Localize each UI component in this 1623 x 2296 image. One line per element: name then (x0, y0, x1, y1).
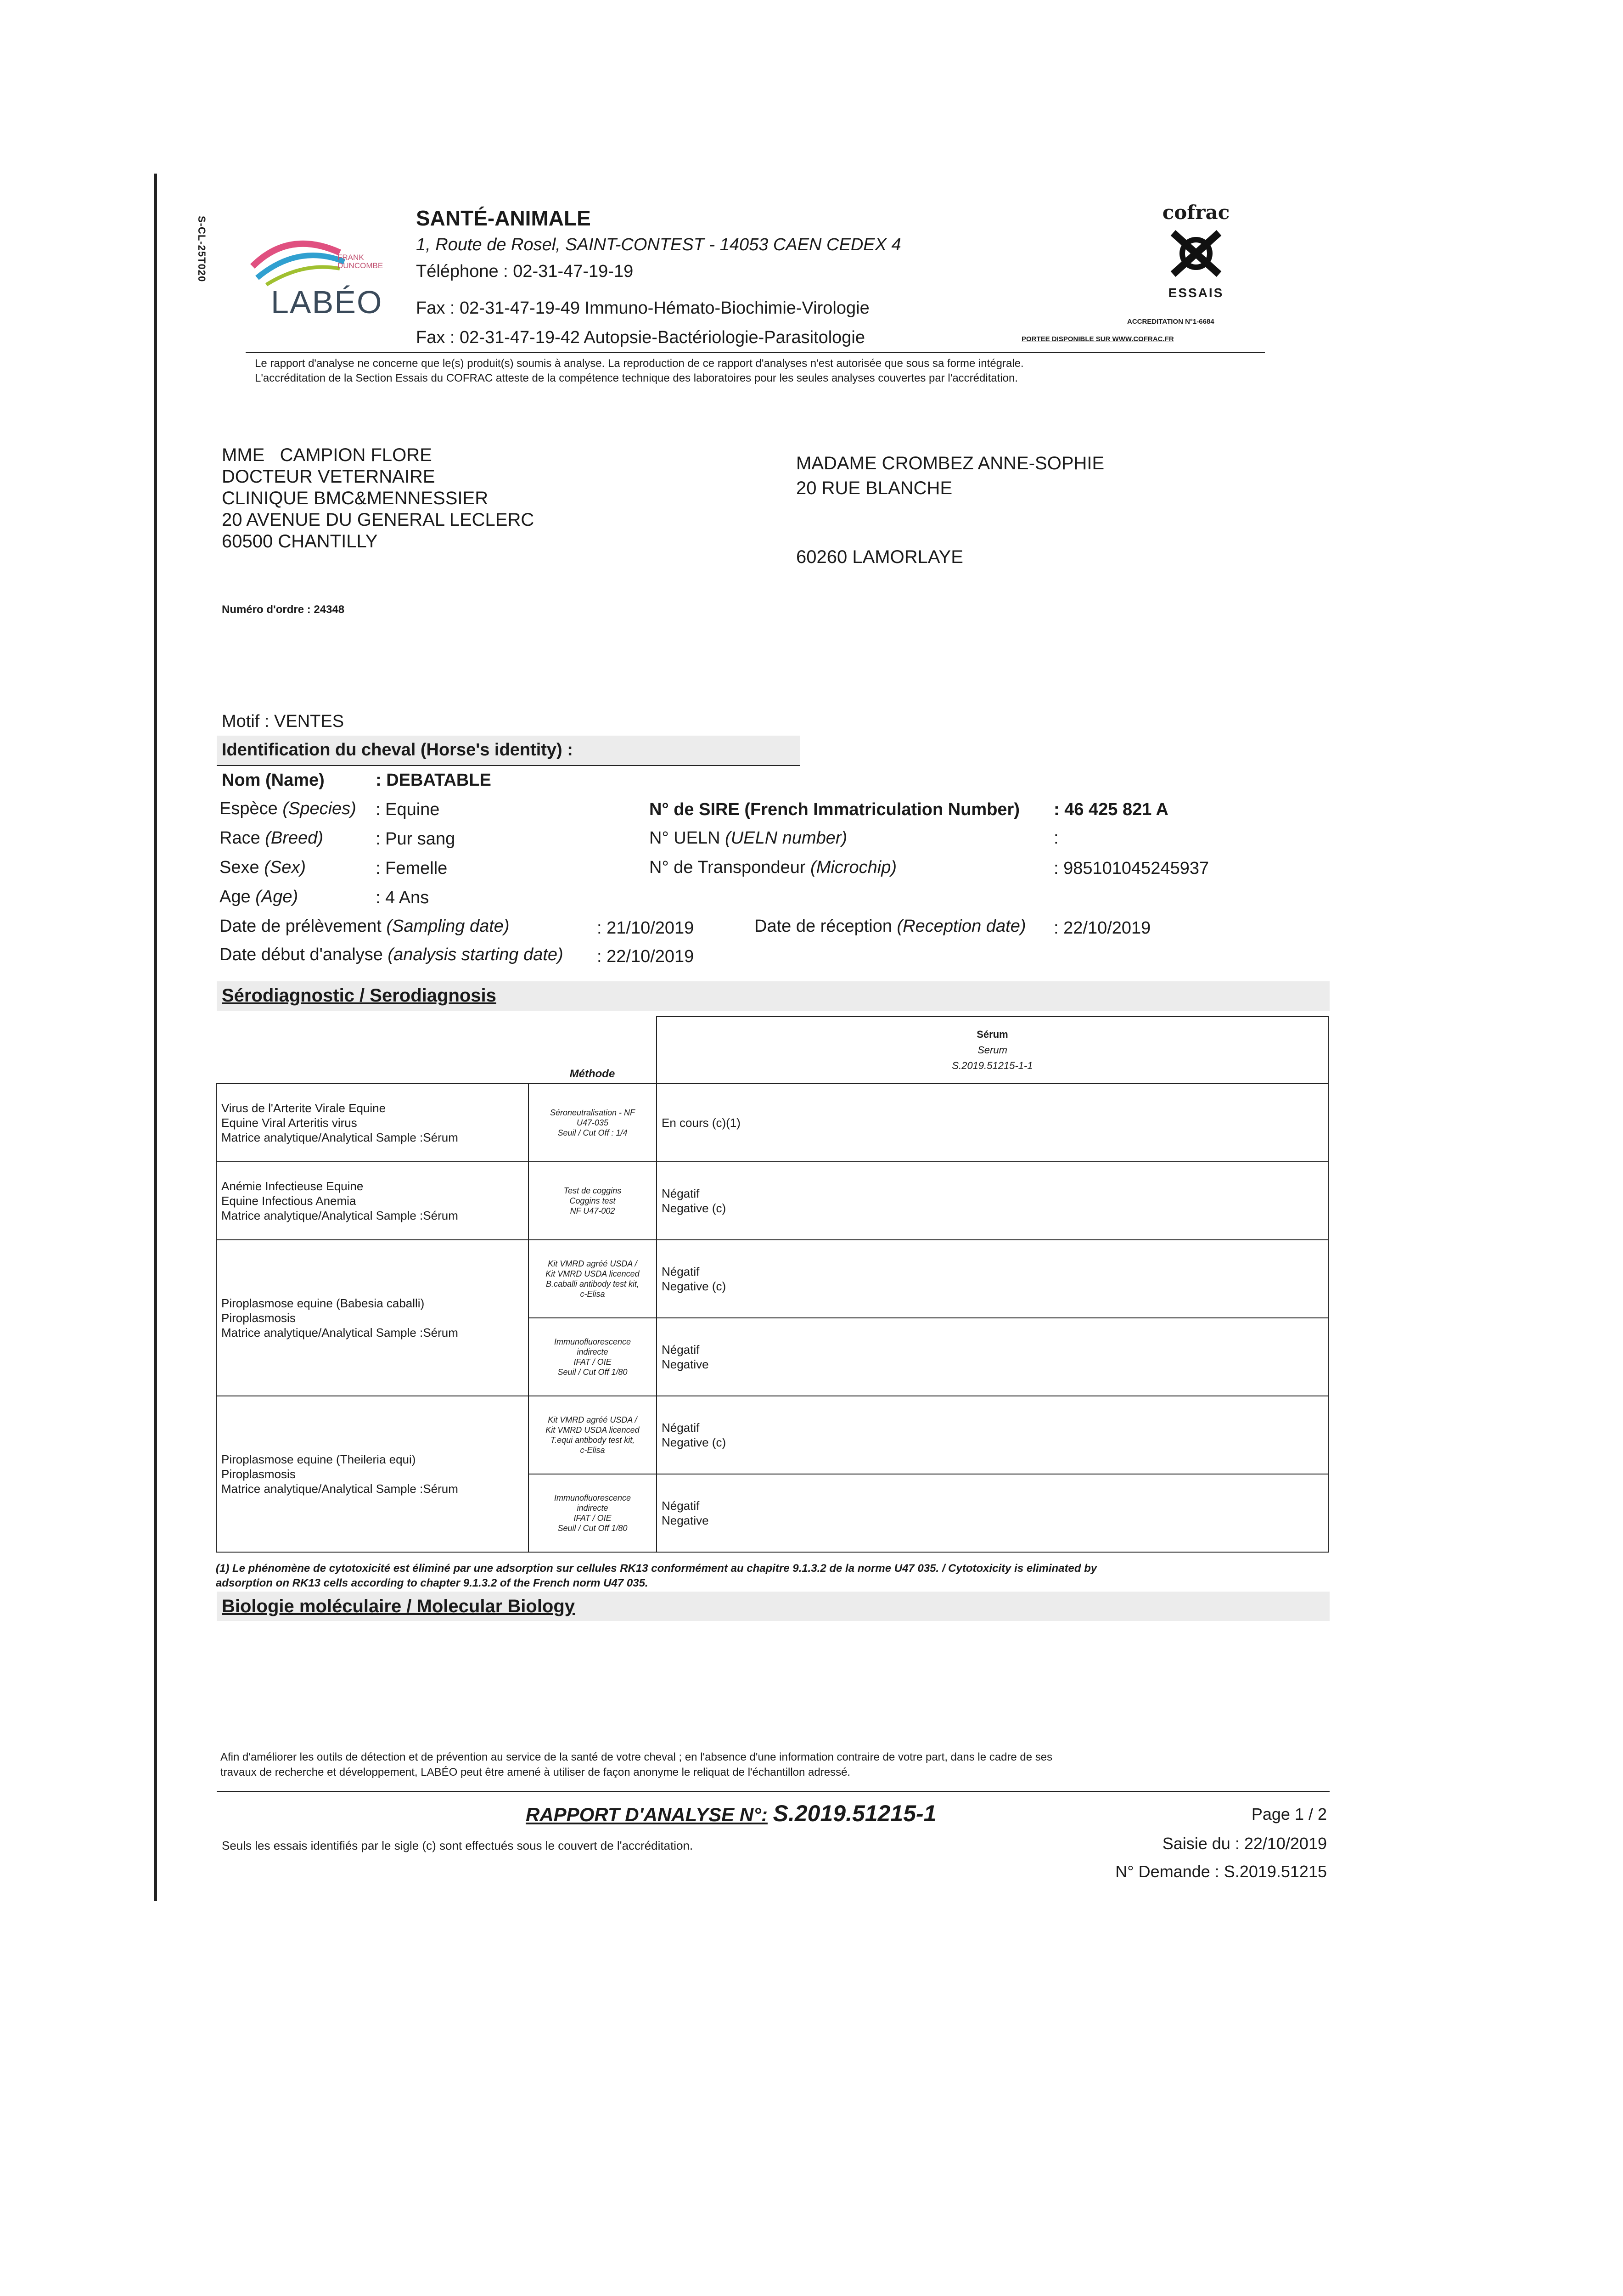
reception-date-label: Date de réception (754, 917, 892, 936)
sero-method-line: indirecte (577, 1347, 608, 1356)
sampling-date-label: Date de prélèvement (219, 917, 382, 936)
sender-line-2: DOCTEUR VETERNAIRE (222, 467, 435, 487)
sero-result-line: Négatif (662, 1187, 700, 1200)
sero-row (216, 1084, 1328, 1162)
sero-method-line: indirecte (577, 1503, 608, 1513)
sero-method-cell (528, 1318, 657, 1396)
disclaimer-line-2: L'accréditation de la Section Essais du COFRAC atteste de la compétence technique des laboratoires pour les seules analyses couvertes par l'accréditation. (255, 372, 1018, 384)
sero-method-line: Coggins test (569, 1196, 616, 1205)
sero-analysis-cell (216, 1162, 528, 1240)
research-notice (220, 1750, 1331, 1780)
sampling-date-label-en: (Sampling date) (386, 917, 510, 936)
lab-address: 1, Route de Rosel, SAINT-CONTEST - 14053 CAEN CEDEX 4 (416, 235, 901, 254)
reception-date-field (754, 917, 1026, 936)
accreditation-note: Seuls les essais identifiés par le sigle (c) sont effectués sous le couvert de l'accréditation. (222, 1839, 693, 1852)
ueln-label-en: (UELN number) (725, 828, 848, 848)
sero-col-method: Méthode (569, 1068, 615, 1080)
sero-method-line: B.caballi antibody test kit, (545, 1279, 640, 1289)
page-number: Page 1 / 2 (1251, 1805, 1327, 1823)
cofrac-word: cofrac (1162, 201, 1230, 224)
breed-label: Race (219, 828, 260, 848)
recipient-line-2: 20 RUE BLANCHE (796, 478, 953, 498)
sero-method-line: Séroneutralisation - NF (550, 1108, 635, 1117)
sender-address (222, 445, 534, 552)
sero-analysis-cell (216, 1240, 528, 1396)
sampling-date-field (219, 917, 510, 936)
ueln-label: N° UELN (649, 828, 720, 848)
age-value: : 4 Ans (376, 888, 429, 907)
saisie-date: Saisie du : 22/10/2019 (1162, 1834, 1327, 1853)
sero-col-sample: S.2019.51215-1-1 (952, 1060, 1033, 1071)
transponder-label-en: (Microchip) (810, 858, 897, 877)
sero-result-line: Negative (c) (662, 1279, 726, 1293)
sero-method-cell (528, 1084, 657, 1162)
sero-footnote-line-2: adsorption on RK13 cells according to chapter 9.1.3.2 of the French norm U47 035. (216, 1577, 648, 1589)
sero-result-line: Négatif (662, 1499, 700, 1513)
sero-method-line: c-Elisa (580, 1289, 605, 1299)
lab-telephone: Téléphone : 02-31-47-19-19 (416, 262, 634, 281)
report-number-label: RAPPORT D'ANALYSE N°: (526, 1804, 768, 1825)
sire-label: N° de SIRE (French Immatriculation Number) (649, 800, 1020, 819)
sero-analysis-line: Equine Viral Arteritis virus (221, 1116, 357, 1130)
sero-result-cell (657, 1318, 1328, 1396)
sero-method-cell (528, 1474, 657, 1552)
recipient-city: 60260 LAMORLAYE (796, 547, 963, 567)
sero-method-line: Kit VMRD USDA licenced (545, 1425, 640, 1435)
sender-line-4: 20 AVENUE DU GENERAL LECLERC (222, 510, 534, 530)
sero-method-line: Immunofluorescence (554, 1337, 631, 1346)
sero-method-cell (528, 1240, 657, 1318)
lab-title: SANTÉ-ANIMALE (416, 206, 591, 230)
transponder-value: : 985101045245937 (1054, 859, 1209, 878)
sire-value: : 46 425 821 A (1054, 800, 1168, 819)
sex-field (219, 858, 306, 878)
sero-col-serum-fr: Sérum (977, 1029, 1008, 1040)
sero-method-line: Kit VMRD agréé USDA / (548, 1415, 637, 1424)
sero-body (216, 1084, 1328, 1552)
sex-value: : Femelle (376, 859, 448, 878)
reception-date-value: : 22/10/2019 (1054, 918, 1151, 938)
transponder-field (649, 858, 897, 878)
sero-col-serum-en: Serum (977, 1044, 1007, 1056)
order-number: Numéro d'ordre : 24348 (222, 603, 345, 616)
sender-line-1: MME CAMPION FLORE (222, 445, 432, 465)
sero-result-cell (657, 1162, 1328, 1240)
analysis-start-field (219, 945, 563, 965)
sero-result-cell (657, 1240, 1328, 1318)
sero-result-line: Negative (662, 1357, 709, 1371)
sero-analysis-line: Matrice analytique/Analytical Sample :Sérum (221, 1209, 458, 1222)
sero-result-line: Négatif (662, 1421, 700, 1435)
sender-line-3: CLINIQUE BMC&MENNESSIER (222, 488, 489, 508)
sero-method-line: c-Elisa (580, 1446, 605, 1455)
sero-analysis-line: Piroplasmosis (221, 1467, 296, 1481)
sero-method-line: Immunofluorescence (554, 1493, 631, 1503)
sero-method-line: NF U47-002 (570, 1206, 615, 1216)
sero-analysis-line: Virus de l'Arterite Virale Equine (221, 1101, 386, 1115)
sero-row (216, 1162, 1328, 1240)
sex-label: Sexe (219, 858, 259, 877)
sero-method-line: Seuil / Cut Off 1/80 (557, 1367, 628, 1377)
research-notice-line-2: travaux de recherche et développement, LABÉO peut être amené à utiliser de façon anonyme le reliquat de l'échantillon adressé. (220, 1766, 851, 1778)
lab-fax-2: Fax : 02-31-47-19-42 Autopsie-Bactériologie-Parasitologie (416, 328, 865, 347)
sero-method-line: IFAT / OIE (573, 1357, 612, 1367)
sero-result-cell (657, 1084, 1328, 1162)
breed-field (219, 828, 323, 848)
sero-footnote-line-1: (1) Le phénomène de cytotoxicité est éliminé par une adsorption sur cellules RK13 conformément au chapitre 9.1.3.2 de la norme U47 035. / Cytotoxicity is eliminated by (216, 1562, 1097, 1575)
age-label-en: (Age) (255, 887, 298, 906)
age-field (219, 887, 298, 907)
sero-analysis-line: Piroplasmosis (221, 1311, 296, 1325)
sero-method-line: Test de coggins (563, 1186, 622, 1195)
sex-label-en: (Sex) (264, 858, 306, 877)
sero-header-row (216, 1017, 1328, 1084)
identification-title: Identification du cheval (Horse's identity) : (222, 740, 573, 760)
sero-title: Sérodiagnostic / Serodiagnosis (222, 985, 496, 1006)
cofrac-emblem-icon (1164, 224, 1228, 283)
header-rule (246, 352, 1265, 353)
name-label: Nom (Name) (222, 771, 325, 790)
sampling-date-value: : 21/10/2019 (597, 918, 694, 938)
sero-method-line: U47-035 (576, 1118, 609, 1127)
sero-analysis-cell (216, 1396, 528, 1552)
sero-result-cell (657, 1396, 1328, 1474)
species-label-en: (Species) (282, 799, 356, 818)
sero-result-line: Négatif (662, 1343, 700, 1356)
logo-name: LABÉO (271, 284, 383, 320)
identification-rule (217, 765, 800, 766)
sero-col-serum (657, 1017, 1328, 1084)
breed-value: : Pur sang (376, 829, 455, 849)
sero-footnote (216, 1561, 1327, 1591)
cofrac-essais: ESSAIS (1168, 286, 1224, 300)
sero-result-line: Negative (662, 1514, 709, 1527)
sero-analysis-line: Matrice analytique/Analytical Sample :Sérum (221, 1326, 458, 1339)
sero-analysis-line: Anémie Infectieuse Equine (221, 1179, 364, 1193)
sero-result-line: Negative (c) (662, 1435, 726, 1449)
sero-analysis-line: Matrice analytique/Analytical Sample :Sérum (221, 1131, 458, 1144)
disclaimer (255, 356, 1283, 386)
reception-date-label-en: (Reception date) (897, 917, 1026, 936)
sero-result-line: En cours (c)(1) (662, 1116, 741, 1130)
species-label: Espèce (219, 799, 278, 818)
sero-header-empty (216, 1017, 528, 1084)
sero-result-cell (657, 1474, 1328, 1552)
sero-analysis-line: Piroplasmose equine (Babesia caballi) (221, 1296, 425, 1310)
sero-analysis-cell (216, 1084, 528, 1162)
research-notice-line-1: Afin d'améliorer les outils de détection et de prévention au service de la santé de votre cheval ; en l'absence d'une information contraire de votre part, dans le cadre de ses (220, 1751, 1053, 1763)
sender-line-5: 60500 CHANTILLY (222, 531, 378, 551)
sero-method-line: T.equi antibody test kit, (550, 1435, 635, 1445)
sero-method-line: Kit VMRD agréé USDA / (548, 1259, 637, 1268)
disclaimer-line-1: Le rapport d'analyse ne concerne que le(s) produit(s) soumis à analyse. La reproduction de ce rapport d'analyses n'est autorisée que sous sa forme intégrale. (255, 357, 1024, 370)
accreditation-number: ACCREDITATION N°1-6684 (1127, 318, 1214, 326)
age-label: Age (219, 887, 251, 906)
sero-analysis-line: Matrice analytique/Analytical Sample :Sérum (221, 1482, 458, 1496)
lab-fax-1: Fax : 02-31-47-19-49 Immuno-Hémato-Biochimie-Virologie (416, 298, 870, 318)
name-value: : DEBATABLE (376, 771, 491, 790)
report-number-line (526, 1800, 936, 1827)
ueln-field (649, 828, 847, 848)
recipient-address (796, 451, 1104, 501)
sero-method-line: Seuil / Cut Off 1/80 (557, 1524, 628, 1533)
analysis-start-label-en: (analysis starting date) (387, 945, 563, 964)
sero-result-line: Négatif (662, 1265, 700, 1278)
sero-table (216, 1016, 1329, 1553)
cofrac-portee-link[interactable]: PORTEE DISPONIBLE SUR WWW.COFRAC.FR (1022, 335, 1174, 343)
logo-subtitle: FRANK DUNCOMBE (337, 253, 383, 270)
demande-number: N° Demande : S.2019.51215 (1115, 1862, 1327, 1881)
ueln-value: : (1054, 828, 1059, 848)
footer-rule (217, 1791, 1330, 1792)
sero-row (216, 1240, 1328, 1318)
page-left-border (154, 174, 157, 1901)
species-value: : Equine (376, 800, 440, 819)
sero-analysis-line: Equine Infectious Anemia (221, 1194, 356, 1208)
molecular-title: Biologie moléculaire / Molecular Biology (222, 1596, 575, 1616)
sero-method-line: Seuil / Cut Off : 1/4 (557, 1128, 628, 1137)
recipient-line-1: MADAME CROMBEZ ANNE-SOPHIE (796, 453, 1105, 473)
breed-label-en: (Breed) (265, 828, 323, 848)
sero-method-cell (528, 1162, 657, 1240)
sero-method-line: Kit VMRD USDA licenced (545, 1269, 640, 1278)
report-number-value: S.2019.51215-1 (773, 1801, 937, 1826)
sero-method-line: IFAT / OIE (573, 1514, 612, 1523)
analysis-start-label: Date début d'analyse (219, 945, 383, 964)
analysis-start-value: : 22/10/2019 (597, 947, 694, 966)
transponder-label: N° de Transpondeur (649, 858, 806, 877)
sero-result-line: Negative (c) (662, 1201, 726, 1215)
sero-method-cell (528, 1396, 657, 1474)
species-field (219, 799, 356, 819)
side-code: S-CL-25T020 (196, 216, 208, 282)
sero-row (216, 1396, 1328, 1474)
motif: Motif : VENTES (222, 712, 344, 731)
sero-analysis-line: Piroplasmose equine (Theileria equi) (221, 1452, 416, 1466)
